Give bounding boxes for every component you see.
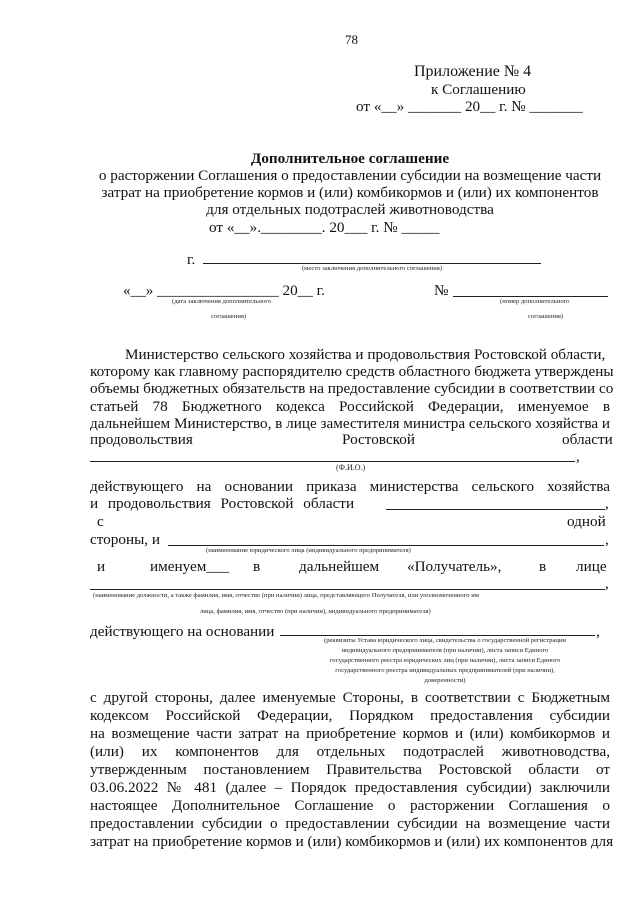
basis-caption-3: государственного реестра юридических лиц (при наличии), листа записи Единого <box>329 657 561 664</box>
p4-line-9: затрат на приобретение кормов и (или) комбикормов и (или) их компонентов для <box>90 833 614 850</box>
basis-caption-5: доверенности) <box>424 677 466 684</box>
basis-caption-1: (реквизиты Устава юридического лица, свидетельства о государственной регистрации <box>324 637 566 644</box>
date-caption-line-2: соглашения) <box>211 313 247 320</box>
page-number: 78 <box>345 32 358 47</box>
p4-line-1: с другой стороны, далее именуемые Стороны, в соответствии с Бюджетным <box>90 689 610 706</box>
doc-date-number-line: от «__».________. 20___ г. № _____ <box>209 219 440 236</box>
order-field-line[interactable] <box>386 509 605 510</box>
p3-word-4: дальнейшем <box>299 558 380 575</box>
appendix-to: к Соглашению <box>431 81 526 98</box>
p4-line-7: настоящее Дополнительное Соглашение о расторжении Соглашения о <box>90 797 610 814</box>
place-caption: (место заключения дополнительного соглашения) <box>301 265 443 272</box>
basis-caption-2: индивидуального предпринимателя (при наличии), листа записи Единого <box>341 647 549 654</box>
p3-word-5: «Получатель», <box>407 558 502 575</box>
p1-line-6a: продовольствия <box>90 431 193 448</box>
agreement-number-line[interactable] <box>453 296 608 297</box>
p2-line-3a: с <box>97 513 104 530</box>
date-caption-line-1: (дата заключения дополнительного <box>172 298 272 305</box>
number-caption-line-2: соглашения) <box>528 313 564 320</box>
agreement-date: «__» ________________ 20__ г. <box>123 282 325 299</box>
p4-line-2: кодексом Российской Федерации, Порядком предоставления субсидии <box>90 707 610 724</box>
p3-word-6: в <box>539 558 547 575</box>
org-caption: (наименование юридического лица (индивидуального предпринимателя) <box>206 547 411 554</box>
p2-line-3b: одной <box>567 513 606 530</box>
p4-line-5: утвержденным постановлением Правительства Ростовской области от <box>90 761 610 778</box>
doc-subtitle-line-3: для отдельных подотраслей животноводства <box>206 201 494 218</box>
order-comma: , <box>605 495 609 512</box>
org-field-line[interactable] <box>168 545 604 546</box>
p1-line-6c: области <box>562 431 613 448</box>
appendix-from-line: от «__» _______ 20__ г. № _______ <box>356 98 583 115</box>
representative-caption-2: лица, фамилия, имя, отчество (при наличии), индивидуального предпринимателя) <box>200 608 431 615</box>
basis-comma: , <box>596 623 600 640</box>
p2-line-4: стороны, и <box>90 531 161 548</box>
representative-comma: , <box>605 575 609 592</box>
basis-label: действующего на основании <box>90 623 275 640</box>
p1-line-2: которому как главному распорядителю средств областного бюджета утверждены <box>90 363 614 380</box>
p4-line-6: 03.06.2022 № 481 (далее – Порядок предоставления субсидии) заключили <box>90 779 610 796</box>
p4-line-3: на возмещение части затрат на приобретение кормов и (или) комбикормов и <box>90 725 610 742</box>
doc-subtitle-line-2: затрат на приобретение кормов и (или) комбикормов и (или) их компонентов <box>101 184 599 201</box>
place-prefix: г. <box>187 251 196 268</box>
fio-comma: , <box>576 448 580 465</box>
doc-title: Дополнительное соглашение <box>250 150 450 167</box>
representative-field-line[interactable] <box>90 589 605 590</box>
fio-caption: (Ф.И.О.) <box>336 463 366 472</box>
p2-line-2: и продовольствия Ростовской области <box>90 495 355 512</box>
p2-line-1: действующего на основании приказа министерства сельского хозяйства <box>90 478 610 495</box>
p3-word-1: и <box>97 558 106 575</box>
basis-field-line[interactable] <box>280 635 595 636</box>
p1-line-4: статьей 78 Бюджетного кодекса Российской Федерации, именуемое в <box>90 398 610 415</box>
agreement-number-prefix: № <box>434 282 449 299</box>
p3-word-3: в <box>253 558 261 575</box>
fio-field-line[interactable] <box>90 461 575 462</box>
p4-line-8: предоставлении субсидии о предоставлении субсидии на возмещение части <box>90 815 610 832</box>
p1-line-6b: Ростовской <box>342 431 415 448</box>
p1-line-5: дальнейшем Министерство, в лице заместителя министра сельского хозяйства и <box>90 415 611 432</box>
p3-word-2: именуем___ <box>150 558 230 575</box>
org-comma: , <box>605 531 609 548</box>
p4-line-4: (или) их компонентов для отдельных подотраслей животноводства, <box>90 743 610 760</box>
representative-caption-1: (наименование должности, а также фамилия, имя, отчество (при наличии) лица, представляющего Получателя, или уполномоченного им <box>93 592 479 599</box>
appendix-title: Приложение № 4 <box>414 63 532 80</box>
p1-line-3: объемы бюджетных обязательств на предоставление субсидии в соответствии со <box>90 380 614 397</box>
number-caption-line-1: (номер дополнительного <box>500 298 570 305</box>
place-field-line[interactable] <box>203 263 541 264</box>
p1-line-1: Министерство сельского хозяйства и продовольствия Ростовской области, <box>125 346 606 363</box>
doc-subtitle-line-1: о расторжении Соглашения о предоставлении субсидии на возмещение части <box>98 167 602 184</box>
p3-word-7: лице <box>576 558 607 575</box>
basis-caption-4: государственного реестра индивидуальных предпринимателей (при наличии), <box>335 667 555 674</box>
